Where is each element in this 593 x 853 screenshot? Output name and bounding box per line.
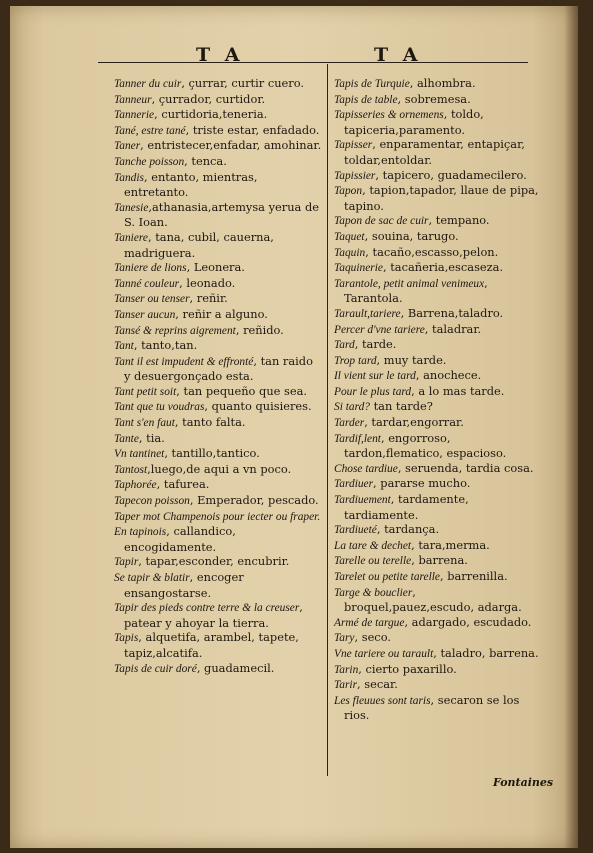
dictionary-entry [334,415,544,431]
dictionary-entry [114,154,322,170]
translation: , çurrar, curtir cuero. [181,76,305,90]
dictionary-entry [334,569,544,585]
dictionary-entry [114,230,322,260]
translation: , adargado, escudado. [404,614,532,629]
headword: Tant il est impudent & effronté [114,355,254,368]
dictionary-entry [334,183,544,213]
headword: Tanné couleur [114,277,180,290]
headword: Tanser ou tenser [114,293,190,306]
headword: La tare & dechet [334,539,412,552]
translation: , callandico, encogidamente. [124,524,236,554]
book-page [10,6,578,848]
headword: Tapisser [334,139,373,152]
translation: , tafurea. [156,477,210,492]
translation: , tardamente, tardiamente. [344,492,469,522]
dictionary-entry [114,92,322,108]
headword: Tant que tu voudras [114,401,205,414]
headword: Taniere [114,231,148,244]
catchword: Fontaines [493,776,554,789]
dictionary-entry [334,399,544,415]
headword: Taquinerie [334,262,383,275]
dictionary-entry [334,538,544,554]
translation: , tapar,esconder, encubrir. [138,554,290,569]
translation: , tardar,engorrar. [364,415,464,430]
dictionary-entry [334,229,544,245]
dictionary-entry [114,446,322,462]
headword: Tapon de sac de cuir [334,215,429,228]
translation: , souina, tarugo. [364,228,459,243]
headword: Tapis de Turquie [334,78,410,90]
headword: Tardiueté [334,524,377,537]
dictionary-entry [334,353,544,369]
dictionary-entry [114,138,322,154]
translation: , seco. [354,630,391,645]
headword: Tant petit soit [114,385,177,398]
dictionary-entry [334,107,544,137]
column-divider [327,64,328,776]
headword: Tarelle ou terelle [334,555,412,568]
headword: Armé de targue [334,616,405,629]
translation: , entanto, mientras, entretanto. [124,169,258,200]
translation: , taladro, barrena. [433,645,539,660]
translation: , patear y ahoyar la tierra. [124,600,303,630]
headword: Tansé & reprins aigrement [114,324,236,337]
translation: , Leonera. [186,260,245,275]
running-head-left: T A [196,44,244,66]
headword: Tané, estre tané [114,124,186,137]
dictionary-entry [114,107,322,123]
dictionary-entry [334,522,544,538]
translation: , reñir a alguno. [175,306,268,321]
translation: , pararse mucho. [373,476,471,491]
dictionary-entry [114,260,322,276]
dictionary-entry [334,168,544,184]
translation: tan tarde? [369,399,433,414]
dictionary-entry [114,354,322,384]
dictionary-entry [334,461,544,477]
headword: Tarir [334,679,358,692]
dictionary-entry [334,368,544,384]
headword: Tanner du cuir [114,78,182,90]
translation: , toldo, tapiceria,paramento. [344,107,484,137]
right-column [334,76,544,723]
dictionary-entry [334,92,544,108]
headword: Tarelet ou petite tarelle [334,571,440,583]
dictionary-entry [114,307,322,323]
headword: Tanche poisson [114,155,185,168]
headword: Tapissier [334,169,376,182]
translation: , tanto falta. [174,415,246,430]
translation: , reñir. [189,291,228,306]
dictionary-entry [114,170,322,200]
headword: Tapis de table [334,93,398,106]
translation: , seruenda, tardia cosa. [397,460,534,475]
dictionary-entry [334,662,544,678]
translation: , engorroso, tardon,flematico, espacioso. [344,430,507,461]
headword: Tant [114,340,134,353]
headword: Tante [114,432,139,445]
running-head-right: T A [374,44,422,66]
headword: Se tapir & blatir [114,572,190,584]
headword: Tanser aucun [114,308,176,321]
headword: Tapis [114,632,139,645]
dictionary-entry [114,493,322,509]
dictionary-entry [334,306,544,322]
headword: Tanesie [114,201,149,214]
dictionary-entry [334,630,544,646]
headword: Si tard? [334,401,370,414]
headword: Taper mot Champenois pour iecter ou fraper. [114,510,321,523]
dictionary-entry [334,322,544,338]
left-column [114,76,322,676]
header-rule [98,62,528,63]
headword: Tardiuement [334,494,391,507]
dictionary-entry [334,245,544,261]
dictionary-entry [334,260,544,276]
dictionary-entry [334,553,544,569]
dictionary-entry [114,323,322,339]
headword: Tary [334,632,355,645]
headword: Percer d'vne tariere [334,323,425,336]
translation: , tapion,tapador, llaue de pipa, tapino. [344,183,539,213]
dictionary-entry [114,509,322,525]
dictionary-entry [114,291,322,307]
translation: , secaron se los rios. [344,692,520,723]
headword: Tard [334,339,355,352]
translation: , Barrena,taladro. [400,305,504,320]
dictionary-entry [114,76,322,92]
translation: , tara,merma. [411,537,490,552]
translation: , encoger ensangostarse. [124,570,244,600]
translation: , tempano. [428,213,490,228]
page-spine-shadow [564,6,578,848]
translation: ,luego,de aqui a vn poco. [147,461,292,476]
headword: Tant s'en faut [114,417,175,430]
translation: , Tarantola. [344,275,488,306]
headword: Taquet [334,230,365,243]
headword: Tanneur [114,93,152,106]
translation: , enparamentar, entapiçar, toldar,entoldar. [344,137,525,167]
dictionary-entry [334,337,544,353]
translation: , triste estar, enfadado. [185,122,320,137]
translation: , curtidoria,teneria. [154,107,268,122]
translation: , tapicero, guadamecilero. [375,167,527,182]
translation: , tacañeria,escaseza. [382,260,504,275]
headword: Trop tard [334,354,377,367]
headword: Tarault,tariere [334,307,401,320]
headword: Tapir des pieds contre terre & la creuser [114,602,300,615]
dictionary-entry [114,554,322,570]
translation: , secar. [357,677,398,692]
translation: , entristecer,enfadar, amohinar. [140,138,322,153]
headword: Tapis de cuir doré [114,662,197,675]
dictionary-entry [114,338,322,354]
translation: , tardança. [376,522,440,537]
dictionary-entry [334,646,544,662]
headword: Taphorée [114,479,157,492]
translation: , barrenilla. [439,569,508,583]
translation: , tana, cubil, cauerna, madriguera. [124,229,274,260]
headword: Tannerie [114,109,155,122]
dictionary-entry [334,431,544,461]
translation: , tan pequeño que sea. [176,383,308,398]
translation: , a lo mas tarde. [411,383,505,398]
translation: , tenca. [184,153,227,168]
dictionary-entry [114,600,322,630]
translation: , anochece. [415,368,482,383]
dictionary-entry [114,524,322,554]
translation: , Emperador, pescado. [189,493,319,508]
dictionary-entry [334,476,544,492]
headword: Pour le plus tard [334,385,412,398]
dictionary-entry [334,615,544,631]
headword: En tapinois [114,526,167,539]
dictionary-entry [114,123,322,139]
headword: Il vient sur le tard [334,370,416,383]
translation: , cierto paxarillo. [358,661,457,676]
translation: , broquel,pauez,escudo, adarga. [344,584,522,615]
headword: Tapir [114,556,139,569]
dictionary-entry [334,677,544,693]
translation: , leonado. [179,275,236,290]
headword: Tarantole, petit animal venimeux [334,277,485,290]
headword: Taquin [334,246,366,259]
headword: Tandis [114,171,144,184]
headword: Tapon [334,185,363,198]
translation: , tan raido y desuergonçado esta. [124,353,313,384]
dictionary-entry [114,570,322,600]
translation: , tanto,tan. [133,338,198,353]
dictionary-entry [334,76,544,92]
headword: Chose tardiue [334,462,398,475]
headword: Tapisseries & ornemens [334,109,444,122]
translation: , taladrar. [424,321,482,336]
translation: , barrena. [411,553,468,568]
dictionary-entry [114,384,322,400]
dictionary-entry [114,477,322,493]
dictionary-entry [114,661,322,677]
translation: , tacaño,escasso,pelon. [365,244,499,259]
headword: Tarin [334,663,359,676]
headword: Taner [114,140,141,153]
dictionary-entry [334,585,544,615]
headword: Vn tantinet [114,448,165,461]
dictionary-entry [114,630,322,660]
headword: Taniere de lions [114,262,187,275]
dictionary-entry [114,276,322,292]
headword: Vne tariere ou tarault [334,647,434,660]
translation: , tantillo,tantico. [164,446,260,461]
dictionary-entry [114,399,322,415]
translation: , quanto quisieres. [204,399,312,414]
translation: , reñido. [235,322,284,337]
headword: Tardiuer [334,478,374,491]
dictionary-entry [114,200,322,230]
dictionary-entry [334,384,544,400]
translation: , alhombra. [409,76,476,90]
translation: , tia. [138,430,165,445]
translation: , alquetifa, arambel, tapete, tapiz,alcatifa. [124,630,299,660]
dictionary-entry [334,137,544,167]
dictionary-entry [334,492,544,522]
translation: ,athanasia,artemysa yerua de S. Ioan. [124,199,319,230]
translation: , çurrador, curtidor. [151,91,266,106]
translation: , sobremesa. [397,91,471,106]
dictionary-entry [334,693,544,723]
dictionary-entry [114,462,322,478]
headword: Tantost [114,463,148,476]
headword: Tardif,lent [334,432,381,445]
dictionary-entry [334,213,544,229]
translation: , guadamecil. [196,660,275,675]
dictionary-entry [334,276,544,306]
headword: Les fleuues sont taris [334,694,431,707]
translation: , tarde. [354,337,397,352]
dictionary-entry [114,431,322,447]
translation: , muy tarde. [376,352,447,367]
headword: Tarder [334,417,365,430]
headword: Tapecon poisson [114,495,190,508]
headword: Targe & bouclier [334,586,413,599]
dictionary-entry [114,415,322,431]
